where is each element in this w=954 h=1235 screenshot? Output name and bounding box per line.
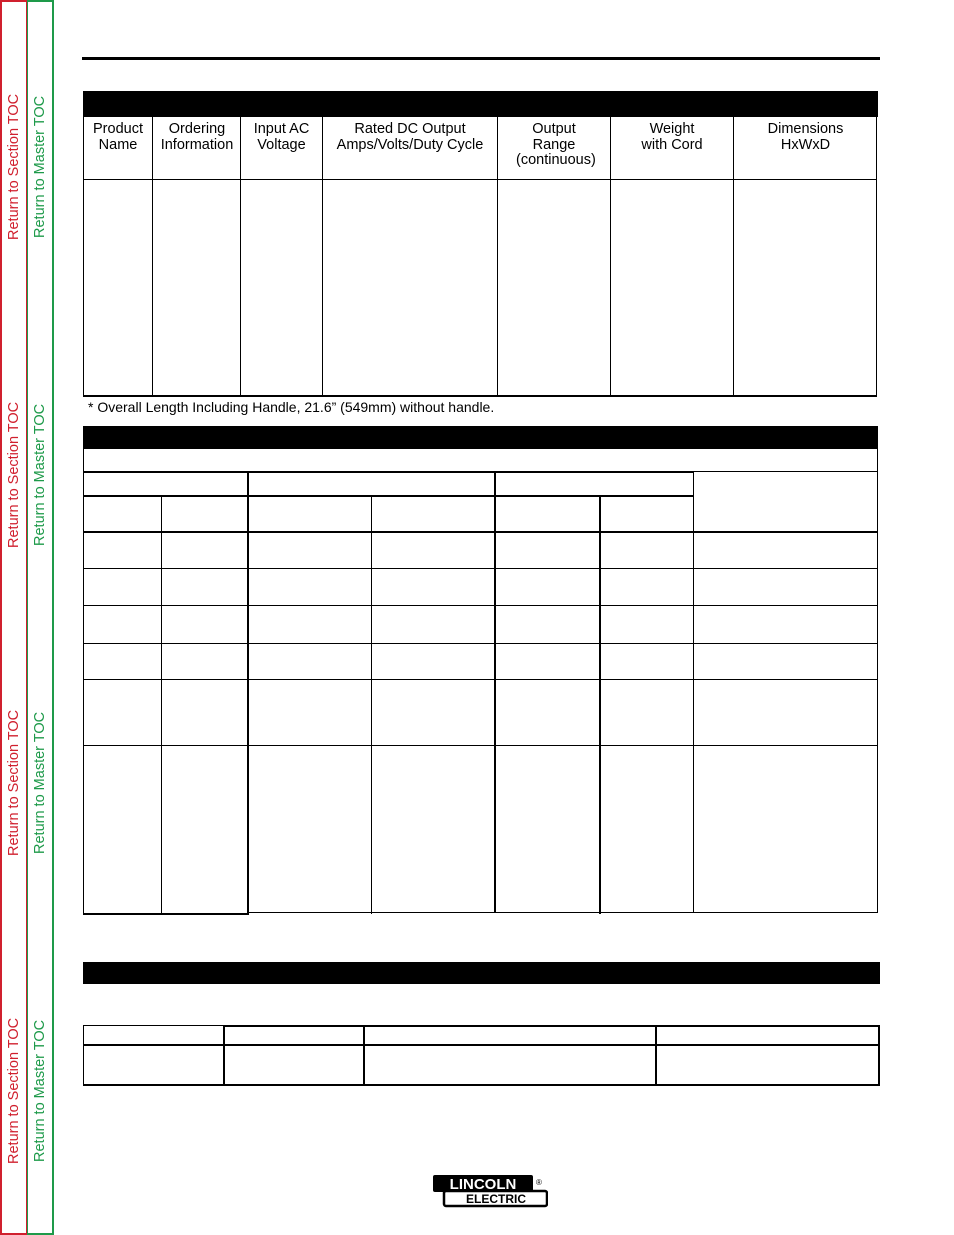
lincoln-electric-logo [432,1173,548,1208]
return-to-master-toc-link-4[interactable]: Return to Master TOC [32,1019,48,1162]
return-to-master-toc-link-3[interactable]: Return to Master TOC [32,711,48,854]
return-to-section-toc-link-4[interactable]: Return to Section TOC [6,1017,22,1164]
header-input-ac-voltage: Input AC Voltage [253,121,310,153]
section-bar-2 [83,426,878,449]
logo-text-electric: ELECTRIC [466,1192,526,1206]
header-weight-with-cord: Weight with Cord [641,121,703,153]
return-to-section-toc-link-2[interactable]: Return to Section TOC [6,401,22,548]
master-toc-nav [27,0,54,1235]
return-to-section-toc-link-3[interactable]: Return to Section TOC [6,709,22,856]
header-rated-dc-output: Rated DC Output Amps/Volts/Duty Cycle [336,121,484,153]
return-to-master-toc-link-2[interactable]: Return to Master TOC [32,403,48,546]
header-dimensions: Dimensions HxWxD [767,121,844,153]
cable-size-table [83,448,878,914]
accessory-table [83,1025,880,1086]
section-bar-1 [83,91,878,117]
header-output-range: Output Range (continuous) [516,121,596,168]
return-to-section-toc-link-1[interactable]: Return to Section TOC [6,93,22,240]
specifications-table [83,117,877,397]
registered-mark: ® [536,1178,542,1187]
header-ordering-information: Ordering Information [160,121,234,153]
header-rule [82,57,880,60]
section-bar-3 [83,962,880,984]
logo-text-lincoln: LINCOLN [449,1176,517,1193]
header-product-name: Product Name [93,121,143,153]
section-toc-nav [0,0,27,1235]
return-to-master-toc-link-1[interactable]: Return to Master TOC [32,95,48,238]
lincoln-electric-logo-mark [432,1173,548,1208]
footnote: * Overall Length Including Handle, 21.6” (549mm) without handle. [88,399,495,415]
